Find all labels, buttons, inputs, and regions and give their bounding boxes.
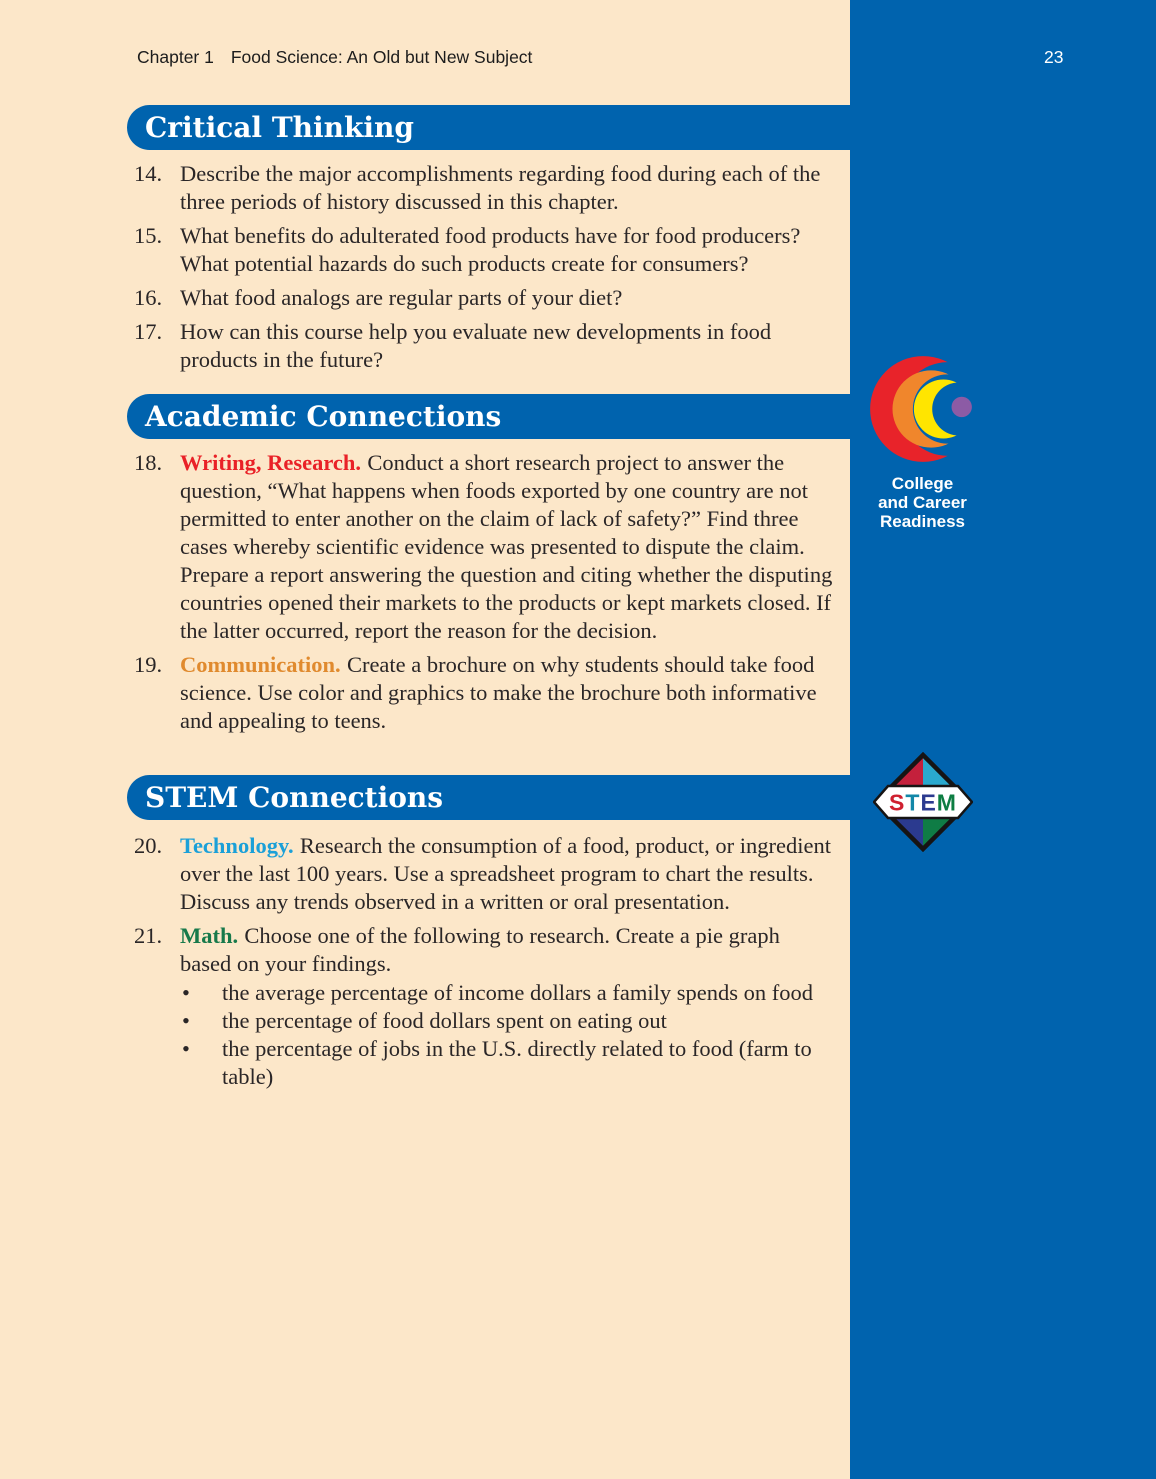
item-body-text: Create a brochure on why students should take food science. Use color and graphics to make the brochure both informative and appealing to teens. xyxy=(180,652,817,733)
item-text xyxy=(180,832,836,916)
item-keyword: Math. xyxy=(180,923,239,948)
section-title: Critical Thinking xyxy=(145,111,414,144)
item-number: 19. xyxy=(134,652,163,677)
item-keyword: Communication. xyxy=(180,652,341,677)
item-number: 21. xyxy=(134,923,163,948)
bullet-item xyxy=(180,1035,836,1091)
chapter-title: Food Science: An Old but New Subject xyxy=(230,47,533,67)
bullet-list xyxy=(180,979,836,1091)
item-text: How can this course help you evaluate new developments in food products in the future? xyxy=(180,319,772,372)
critical-thinking-list xyxy=(134,160,836,380)
list-item xyxy=(134,832,836,916)
ccr-label-line: Readiness xyxy=(879,512,966,531)
item-keyword: Technology. xyxy=(180,833,294,858)
item-number: 20. xyxy=(134,833,163,858)
item-body-text: Choose one of the following to research. Create a pie graph based on your findings. xyxy=(180,923,780,976)
page-number: 23 xyxy=(1044,47,1064,67)
item-number: 16. xyxy=(134,285,163,310)
ccr-label-line: College xyxy=(891,474,954,493)
item-number: 18. xyxy=(134,450,163,475)
stem-logo-icon xyxy=(873,752,973,852)
section-title: Academic Connections xyxy=(145,400,502,433)
section-banner-stem-connections xyxy=(127,775,850,820)
section-banner-critical-thinking xyxy=(127,105,850,150)
item-number: 17. xyxy=(134,319,163,344)
list-item xyxy=(134,922,836,1091)
college-career-readiness-crescents-icon xyxy=(870,352,972,466)
item-text xyxy=(180,651,836,735)
stem-connections-list xyxy=(134,832,836,1097)
running-head xyxy=(137,47,532,68)
bullet-icon: • xyxy=(182,1036,190,1061)
bullet-text: the percentage of jobs in the U.S. directly related to food (farm to table) xyxy=(222,1036,812,1089)
bullet-text: the average percentage of income dollars a family spends on food xyxy=(222,980,814,1005)
academic-connections-list xyxy=(134,449,836,741)
item-text: What benefits do adulterated food products have for food producers? What potential hazards do such products create for consumers? xyxy=(180,223,801,276)
section-title: STEM Connections xyxy=(145,781,444,814)
item-body-text: Research the consumption of a food, product, or ingredient over the last 100 years. Use a spreadsheet program to chart the results. Discuss any trends observed in a written or oral presentation. xyxy=(180,833,831,914)
list-item xyxy=(134,160,836,216)
item-number: 14. xyxy=(134,161,163,186)
bullet-text: the percentage of food dollars spent on eating out xyxy=(222,1008,667,1033)
section-banner-academic-connections xyxy=(127,394,850,439)
stem-label: STEM xyxy=(889,789,957,816)
college-career-readiness-label xyxy=(850,474,995,531)
sidebar-panel xyxy=(850,0,1156,1479)
ccr-label-line: and Career xyxy=(878,493,967,512)
item-text xyxy=(180,922,836,1091)
bullet-icon: • xyxy=(182,1008,190,1033)
item-body-text: Conduct a short research project to answer the question, “What happens when foods exported by one country are not permitted to enter another on the claim of lack of safety?” Find three cases whereby scientific evidence was presented to dispute the claim. Prepare a report answering the question and citing whether the disputing countries opened their markets to the products or kept markets closed. If the latter occurred, report the reason for the decision. xyxy=(180,450,833,643)
bullet-item xyxy=(180,1007,836,1035)
list-item xyxy=(134,284,836,312)
list-item xyxy=(134,651,836,735)
chapter-label: Chapter 1 xyxy=(137,47,214,67)
list-item xyxy=(134,318,836,374)
item-text: What food analogs are regular parts of your diet? xyxy=(180,285,623,310)
list-item xyxy=(134,449,836,645)
list-item xyxy=(134,222,836,278)
item-keyword: Writing, Research. xyxy=(180,450,362,475)
item-text xyxy=(180,449,836,645)
item-text: Describe the major accomplishments regarding food during each of the three periods of history discussed in this chapter. xyxy=(180,161,821,214)
item-number: 15. xyxy=(134,223,163,248)
bullet-icon: • xyxy=(182,980,190,1005)
bullet-item xyxy=(180,979,836,1007)
